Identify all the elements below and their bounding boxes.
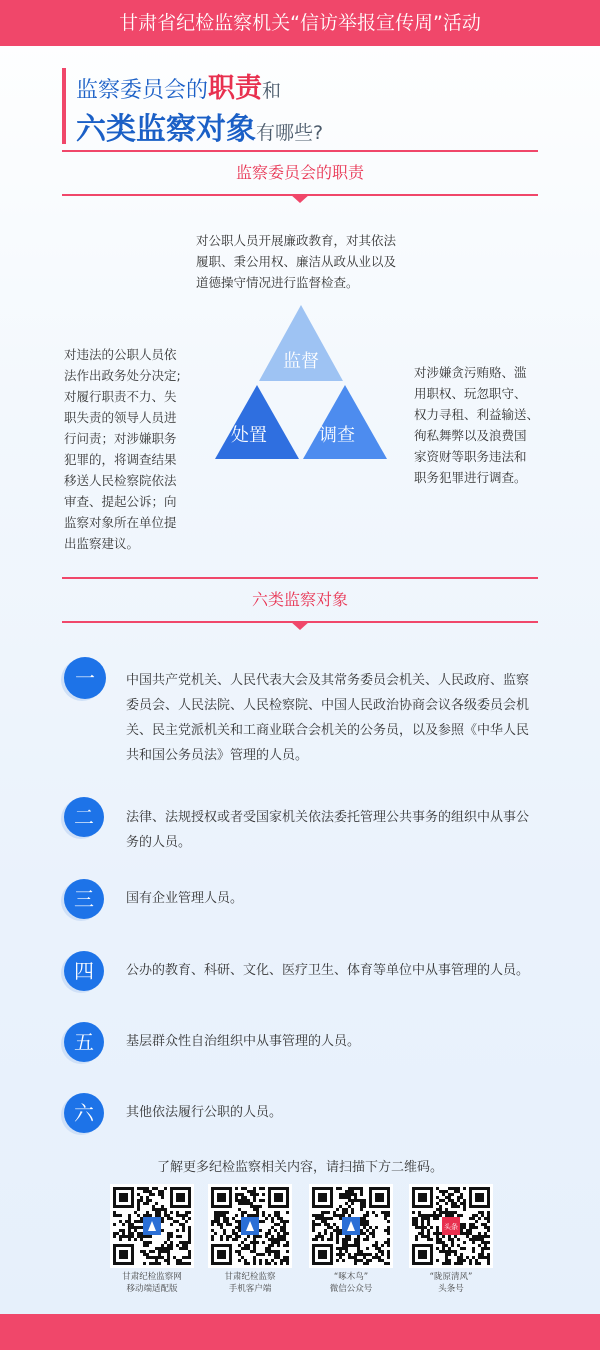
- qr-code-item[interactable]: [409, 1184, 493, 1295]
- triangle-left-label: 处置: [231, 425, 267, 446]
- text-line: 职失责的领导人员进: [64, 410, 177, 425]
- qr-badge-label: 头条: [444, 1223, 458, 1231]
- triangle-right-label: 调查: [319, 425, 355, 446]
- text-line: 共和国公务员法》管理的人员。: [126, 748, 309, 763]
- qr-caption: [208, 1271, 292, 1295]
- object-number-badge: 三: [64, 879, 104, 919]
- text-line: 对公职人员开展廉政教育，对其依法: [196, 233, 397, 248]
- top-banner: [0, 0, 600, 46]
- triangle-left: [215, 385, 299, 459]
- hero-highlight: 职责: [208, 73, 263, 104]
- banner-title: 甘肃省纪检监察机关“信访举报宣传周”活动: [119, 12, 481, 34]
- qr-code-icon[interactable]: [110, 1184, 194, 1268]
- text-line: 徇私舞弊以及浪费国: [414, 428, 527, 443]
- caption-line: 手机客户端: [228, 1284, 272, 1294]
- object-number-badge: 四: [64, 951, 104, 991]
- text-line: 行问责；对涉嫌职务: [64, 431, 177, 446]
- qr-note: 了解更多纪检监察相关内容，请扫描下方二维码。: [156, 1160, 443, 1175]
- text-line: 审查、提起公诉；向: [64, 494, 177, 509]
- hero-line-2: [76, 104, 323, 148]
- text-line: 家资财等职务违法和: [414, 449, 527, 464]
- object-text: [126, 1029, 546, 1054]
- hero-line-1: [76, 66, 281, 105]
- triangle-right: [303, 385, 387, 459]
- hero-text: 监察委员会的: [76, 78, 209, 103]
- caption-line: 移动端适配版: [126, 1284, 178, 1294]
- caption-line: 微信公众号: [329, 1284, 373, 1294]
- text-line: 中国共产党机关、人民代表大会及其常务委员会机关、人民政府、监察: [126, 673, 530, 688]
- qr-code-item[interactable]: [208, 1184, 292, 1295]
- text-line: 监察对象所在单位提: [64, 515, 177, 530]
- bottom-banner: [0, 1314, 600, 1350]
- text-line: 履职、秉公用权、廉洁从政从业以及: [196, 254, 397, 269]
- text-line: 犯罪的，将调查结果: [64, 452, 177, 467]
- qr-code-item[interactable]: [309, 1184, 393, 1295]
- duties-triangle: [213, 303, 389, 465]
- divider-notch: [290, 194, 310, 203]
- text-line: 关、民主党派机关和工商业联合会机关的公务员，以及参照《中华人民: [126, 723, 530, 738]
- hero-text: 有哪些?: [256, 122, 324, 144]
- section-title: 六类监察对象: [251, 590, 348, 609]
- object-number-badge: 五: [64, 1022, 104, 1062]
- text-line: 出监察建议。: [64, 536, 140, 551]
- object-text: [126, 886, 546, 911]
- qr-caption: [409, 1271, 493, 1295]
- section-header-duties: [62, 150, 538, 180]
- hero-accent-bar: [62, 68, 66, 144]
- text-line: 基层群众性自治组织中从事管理的人员。: [126, 1034, 361, 1049]
- hero-text: 和: [262, 80, 282, 102]
- text-line: 对涉嫌贪污贿赂、滥: [414, 365, 527, 380]
- duty-investigate-text: [414, 362, 554, 488]
- text-line: 道德操守情况进行监督检查。: [196, 275, 359, 290]
- hero-highlight: 六类监察对象: [76, 112, 256, 147]
- object-number-badge: 二: [64, 797, 104, 837]
- object-text: [126, 1100, 546, 1125]
- text-line: 务的人员。: [126, 835, 192, 850]
- qr-code-icon[interactable]: [309, 1184, 393, 1268]
- text-line: 对违法的公职人员依: [64, 347, 177, 362]
- caption-line: 甘肃纪检监察网: [122, 1272, 182, 1282]
- divider-notch: [290, 621, 310, 630]
- caption-line: 头条号: [438, 1284, 464, 1294]
- caption-line: “啄木鸟”: [333, 1272, 369, 1282]
- text-line: 国有企业管理人员。: [126, 891, 244, 906]
- text-line: 移送人民检察院依法: [64, 473, 177, 488]
- text-line: 公办的教育、科研、文化、医疗卫生、体育等单位中从事管理的人员。: [126, 963, 530, 978]
- triangle-top-label: 监督: [283, 351, 319, 372]
- object-number-badge: 一: [64, 657, 106, 699]
- text-line: 对履行职责不力、失: [64, 389, 177, 404]
- qr-code-icon[interactable]: [409, 1184, 493, 1268]
- section-title: 监察委员会的职责: [235, 163, 364, 182]
- qr-code-item[interactable]: [110, 1184, 194, 1295]
- caption-line: “陇原清风”: [429, 1272, 473, 1282]
- object-text: [126, 668, 546, 768]
- section-header-objects: [62, 577, 538, 607]
- text-line: 权力寻租、利益输送、: [414, 407, 540, 422]
- object-text: [126, 805, 546, 855]
- object-number-badge: 六: [64, 1093, 104, 1133]
- duty-dispose-text: [64, 344, 204, 554]
- text-line: 法律、法规授权或者受国家机关依法委托管理公共事务的组织中从事公: [126, 810, 530, 825]
- qr-caption: [110, 1271, 194, 1295]
- caption-line: 甘肃纪检监察: [224, 1272, 276, 1282]
- text-line: 委员会、人民法院、人民检察院、中国人民政治协商会议各级委员会机: [126, 698, 530, 713]
- qr-code-icon[interactable]: [208, 1184, 292, 1268]
- duty-supervise-text: [196, 230, 436, 293]
- text-line: 法作出政务处分决定;: [64, 368, 181, 383]
- qr-caption: [309, 1271, 393, 1295]
- object-text: [126, 958, 546, 983]
- text-line: 用职权、玩忽职守、: [414, 386, 527, 401]
- text-line: 其他依法履行公职的人员。: [126, 1105, 283, 1120]
- text-line: 职务犯罪进行调查。: [414, 470, 527, 485]
